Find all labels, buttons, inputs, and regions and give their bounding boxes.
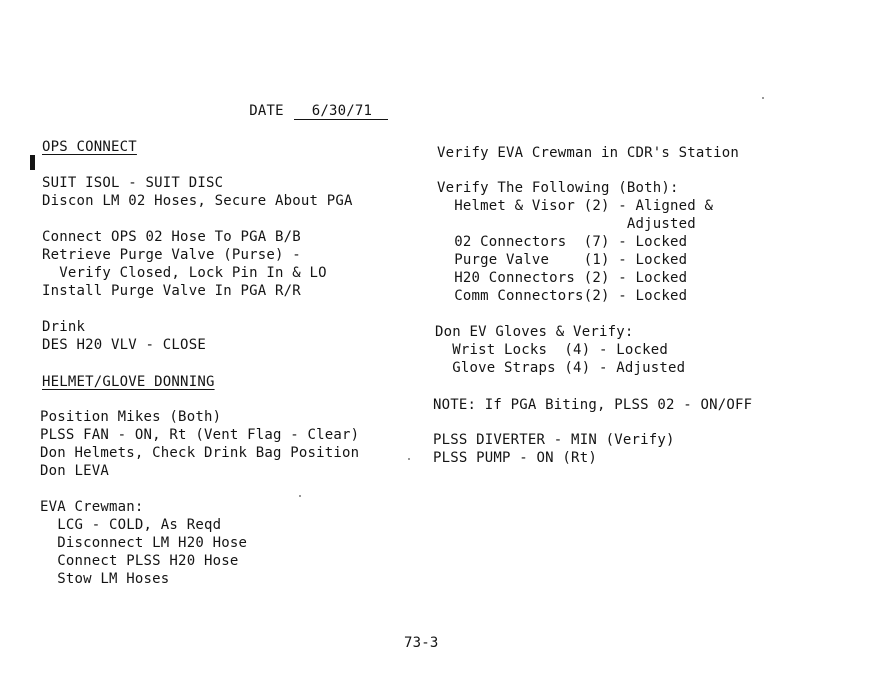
left-block-4	[40, 408, 359, 480]
date-value: 6/30/71	[294, 103, 388, 120]
checklist-line: PLSS PUMP - ON (Rt)	[433, 450, 597, 466]
checklist-line: Purge Valve (1) - Locked	[437, 252, 688, 268]
ops-connect-heading: OPS CONNECT	[42, 139, 137, 155]
checklist-line: Don LEVA	[40, 463, 110, 479]
left-block-2	[42, 228, 327, 300]
helmet-glove-heading: HELMET/GLOVE DONNING	[42, 374, 215, 390]
checklist-line: PLSS FAN - ON, Rt (Vent Flag - Clear)	[40, 427, 360, 443]
checklist-line: Verify The Following (Both):	[437, 180, 679, 196]
scan-speck	[408, 458, 410, 460]
checklist-line: Wrist Locks (4) - Locked	[435, 342, 668, 358]
plss-block	[433, 431, 675, 467]
checklist-line: Drink	[42, 319, 86, 335]
left-block-1	[42, 174, 353, 210]
checklist-line: Helmet & Visor (2) - Aligned &	[437, 198, 714, 214]
checklist-line: SUIT ISOL - SUIT DISC	[42, 175, 224, 191]
checklist-line: Discon LM 02 Hoses, Secure About PGA	[42, 193, 353, 209]
checklist-line: LCG - COLD, As Reqd	[40, 517, 222, 533]
gloves-block	[435, 323, 685, 377]
checklist-line: Stow LM Hoses	[40, 571, 170, 587]
checklist-line: Position Mikes (Both)	[40, 409, 222, 425]
note-line: NOTE: If PGA Biting, PLSS 02 - ON/OFF	[433, 397, 753, 413]
checklist-line: Connect PLSS H20 Hose	[40, 553, 239, 569]
checklist-line: 02 Connectors (7) - Locked	[437, 234, 688, 250]
checklist-line: DES H20 VLV - CLOSE	[42, 337, 206, 353]
checklist-line: Disconnect LM H20 Hose	[40, 535, 248, 551]
checklist-line: Verify Closed, Lock Pin In & LO	[42, 265, 327, 281]
scan-speck	[762, 97, 764, 99]
scan-speck	[299, 495, 301, 497]
checklist-line: Adjusted	[437, 216, 696, 232]
checklist-line: PLSS DIVERTER - MIN (Verify)	[433, 432, 675, 448]
checklist-line: Install Purge Valve In PGA R/R	[42, 283, 301, 299]
date-row	[232, 84, 388, 120]
checklist-line: Comm Connectors(2) - Locked	[437, 288, 688, 304]
checklist-line: Glove Straps (4) - Adjusted	[435, 360, 686, 376]
verify-following-block	[437, 179, 713, 305]
checklist-line: Connect OPS 02 Hose To PGA B/B	[42, 229, 301, 245]
change-bar	[30, 155, 35, 170]
checklist-line: H20 Connectors (2) - Locked	[437, 270, 688, 286]
checklist-line: Don Helmets, Check Drink Bag Position	[40, 445, 360, 461]
left-block-5	[40, 498, 247, 588]
verify-station-line: Verify EVA Crewman in CDR's Station	[437, 145, 740, 161]
page-number: 73-3	[404, 635, 439, 651]
left-block-3	[42, 318, 206, 354]
checklist-line: EVA Crewman:	[40, 499, 144, 515]
checklist-line: Don EV Gloves & Verify:	[435, 324, 634, 340]
date-label: DATE	[249, 103, 284, 119]
checklist-line: Retrieve Purge Valve (Purse) -	[42, 247, 301, 263]
